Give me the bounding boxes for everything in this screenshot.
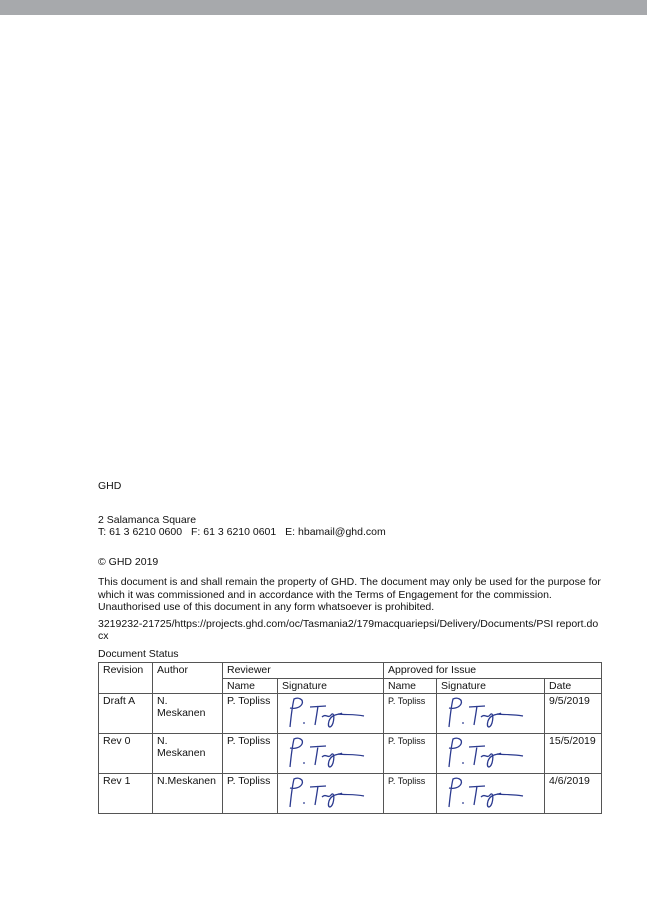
- cell-approver-name: P. Topliss: [384, 734, 437, 774]
- header-approver-signature: Signature: [437, 679, 545, 694]
- header-author: Author: [153, 663, 223, 694]
- signature-image: [441, 733, 531, 771]
- page-header-bar: [0, 0, 647, 15]
- table-row: [99, 734, 602, 774]
- table-row: [99, 774, 602, 814]
- file-path: 3219232-21725/https://projects.ghd.com/oc/Tasmania2/179macquariepsi/Delivery/Documents/PSI report.docx: [98, 617, 599, 642]
- cell-approver-signature: [437, 694, 545, 734]
- cell-revision: Draft A: [99, 694, 153, 734]
- copyright: © GHD 2019: [98, 555, 159, 568]
- signature-image: [282, 733, 372, 771]
- cell-revision: Rev 0: [99, 734, 153, 774]
- cell-reviewer-signature: [278, 734, 384, 774]
- header-reviewer-signature: Signature: [278, 679, 384, 694]
- cell-revision: Rev 1: [99, 774, 153, 814]
- table-row: [99, 694, 602, 734]
- cell-approver-name: P. Topliss: [384, 694, 437, 734]
- cell-date: 4/6/2019: [545, 774, 602, 814]
- header-date: Date: [545, 679, 602, 694]
- street-address: 2 Salamanca Square: [98, 513, 197, 526]
- signature-image: [441, 693, 531, 731]
- cell-date: 9/5/2019: [545, 694, 602, 734]
- cell-reviewer-signature: [278, 774, 384, 814]
- header-reviewer-name: Name: [223, 679, 278, 694]
- cell-approver-signature: [437, 774, 545, 814]
- cell-reviewer-name: P. Topliss: [223, 774, 278, 814]
- cell-author: N. Meskanen: [153, 734, 223, 774]
- signature-image: [441, 773, 531, 811]
- cell-author: N. Meskanen: [153, 694, 223, 734]
- email-address: E: hbamail@ghd.com: [285, 526, 386, 538]
- phone-number: T: 61 3 6210 0600: [98, 526, 183, 538]
- cell-approver-signature: [437, 734, 545, 774]
- fax-number: F: 61 3 6210 0601: [191, 526, 277, 538]
- table-header-row: [99, 663, 602, 679]
- cell-author: N.Meskanen: [153, 774, 223, 814]
- signature-image: [282, 693, 372, 731]
- cell-reviewer-name: P. Topliss: [223, 694, 278, 734]
- company-name: GHD: [98, 480, 122, 492]
- document-status-title: Document Status: [98, 647, 179, 660]
- signature-image: [282, 773, 372, 811]
- address-block: [98, 514, 601, 539]
- document-status-table: [98, 662, 602, 814]
- cell-approver-name: P. Topliss: [384, 774, 437, 814]
- header-approved-for-issue: Approved for Issue: [384, 663, 602, 679]
- cell-date: 15/5/2019: [545, 734, 602, 774]
- cell-reviewer-name: P. Topliss: [223, 734, 278, 774]
- header-reviewer: Reviewer: [223, 663, 384, 679]
- document-footer-info: [98, 480, 601, 814]
- header-revision: Revision: [99, 663, 153, 694]
- contact-line: [98, 526, 601, 539]
- header-approver-name: Name: [384, 679, 437, 694]
- cell-reviewer-signature: [278, 694, 384, 734]
- disclaimer: This document is and shall remain the property of GHD. The document may only be used for the purpose for which it was commissioned and in accordance with the Terms of Engagement for the commission. Unauthorised use of this document in any form whatsoever is prohibited.: [98, 576, 601, 613]
